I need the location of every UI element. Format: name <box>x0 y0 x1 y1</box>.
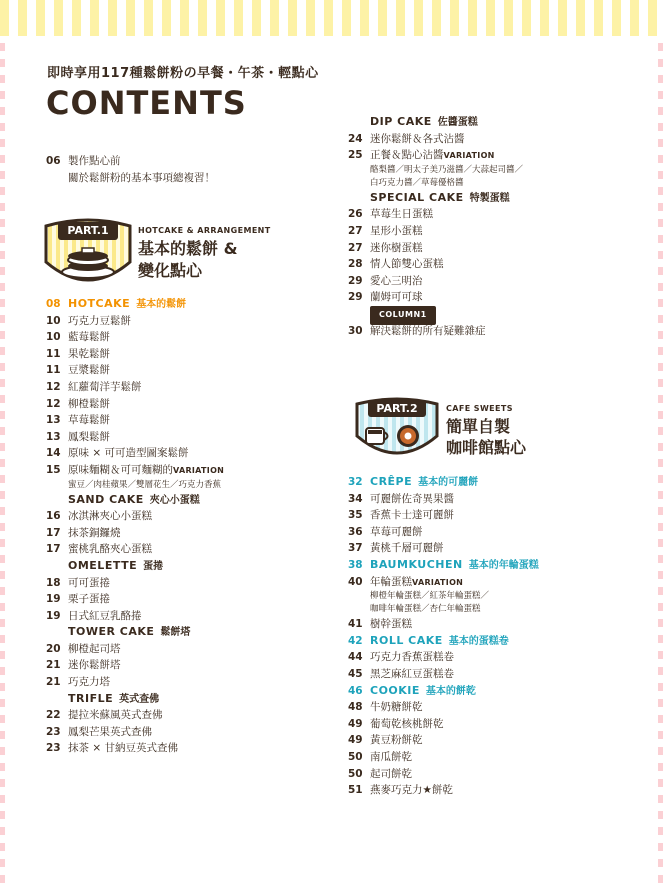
toc-entry <box>46 591 224 608</box>
entry-title: 巧克力塔 <box>68 676 110 689</box>
page-title: CONTENTS <box>46 84 247 122</box>
part1-chinese-title-line1: 基本的鬆餅 & <box>138 239 238 258</box>
toc-entry <box>348 256 523 273</box>
variation-note: 咖啡年輪蛋糕／杏仁年輪蛋糕 <box>370 604 481 615</box>
section-subheading: 夾心小蛋糕 <box>149 494 200 506</box>
entry-title: 葡萄乾核桃餅乾 <box>370 717 444 730</box>
entry-title: 星形小蛋糕 <box>370 224 423 237</box>
toc-entry <box>46 575 224 592</box>
toc-entry <box>46 541 224 558</box>
entry-title: 愛心三明治 <box>370 274 423 287</box>
toc-entry <box>348 699 539 716</box>
page-number: 12 <box>46 397 61 410</box>
toc-entry <box>348 131 523 148</box>
toc-entry <box>46 329 224 346</box>
section-baumkuchen <box>348 557 539 574</box>
section-heading: OMELETTE <box>68 558 138 572</box>
right-toc-column-top <box>348 114 523 339</box>
entry-title: 正餐＆點心沾醬 <box>370 149 444 162</box>
trifle-list <box>46 707 224 757</box>
toc-entry <box>46 608 224 625</box>
toc-entry <box>348 782 539 799</box>
variation-note: 蜜豆／肉桂蘋果／雙層花生／巧克力香蕉 <box>68 479 222 490</box>
toc-entry <box>348 524 539 541</box>
page-number: 30 <box>348 324 363 337</box>
page-number: 23 <box>46 742 61 755</box>
entry-title: 抹茶 × 甘納豆英式查佛 <box>68 742 178 755</box>
page-number: 11 <box>46 347 61 360</box>
page-number: 20 <box>46 642 61 655</box>
page-number: 22 <box>46 709 61 722</box>
variation-note: 白巧克力醬／草莓優格醬 <box>370 177 464 188</box>
column-badge: COLUMN1 <box>370 306 436 325</box>
section-subheading: 鬆餅塔 <box>160 627 191 639</box>
entry-title: 栗子蛋捲 <box>68 593 110 606</box>
page-number: 18 <box>46 576 61 589</box>
entry-title: 可麗餅佐奇異果醬 <box>370 492 454 505</box>
variation-note: 柳橙年輪蛋糕／紅茶年輪蛋糕／ <box>370 591 490 602</box>
entry-title: 樹幹蛋糕 <box>370 618 412 631</box>
toc-entry <box>348 289 523 306</box>
entry-title: 巧克力豆鬆餅 <box>68 314 131 327</box>
entry-title: 蘭姆可可球 <box>370 291 423 304</box>
page-number: 27 <box>348 241 363 254</box>
page-number: 19 <box>46 593 61 606</box>
variation-entry <box>46 462 224 479</box>
entry-subtitle: 關於鬆餅粉的基本事項總複習！ <box>68 172 215 184</box>
toc-entry <box>348 766 539 783</box>
page-number: 10 <box>46 314 61 327</box>
entry-title: 提拉米蘇風英式查佛 <box>68 709 163 722</box>
page-number: 27 <box>348 224 363 237</box>
toc-entry <box>348 540 539 557</box>
entry-title: 黑芝麻紅豆蛋糕卷 <box>370 667 454 680</box>
column-badge-row <box>348 306 523 323</box>
section-heading: SPECIAL CAKE <box>370 190 464 204</box>
left-stripe-border <box>0 36 5 883</box>
toc-entry <box>348 749 539 766</box>
page-number: 26 <box>348 208 363 221</box>
section-heading: DIP CAKE <box>370 115 432 128</box>
tower-cake-list <box>46 641 224 691</box>
section-sand-cake <box>46 492 224 509</box>
section-heading: ROLL CAKE <box>370 633 443 647</box>
page-number: 11 <box>46 364 61 377</box>
toc-entry <box>348 649 539 666</box>
page-number: 23 <box>46 725 61 738</box>
section-subheading: 基本的蛋糕卷 <box>448 635 509 647</box>
toc-entry <box>348 732 539 749</box>
part1-english-title: HOTCAKE & ARRANGEMENT <box>138 226 271 235</box>
section-subheading: 基本的年輪蛋糕 <box>468 559 539 571</box>
entry-title: 鳳梨鬆餅 <box>68 430 110 443</box>
page-number: 32 <box>348 476 363 488</box>
toc-entry <box>348 206 523 223</box>
entry-title: 冰淇淋夾心小蛋糕 <box>68 510 152 523</box>
page-number: 13 <box>46 430 61 443</box>
page-number: 10 <box>46 331 61 344</box>
toc-entry <box>46 707 224 724</box>
toc-entry <box>46 379 224 396</box>
section-heading: CRÊPE <box>370 475 413 488</box>
toc-entry <box>46 362 224 379</box>
section-cookie <box>348 683 539 700</box>
page-number: 16 <box>46 510 61 523</box>
toc-entry <box>46 641 224 658</box>
page-number: 17 <box>46 543 61 556</box>
toc-entry <box>348 223 523 240</box>
section-heading: SAND CAKE <box>68 492 144 506</box>
entry-title: 蜜桃乳酪夾心蛋糕 <box>68 543 152 556</box>
entry-title: 原味 × 可可造型圖案鬆餅 <box>68 447 189 460</box>
page-number: 29 <box>348 274 363 287</box>
entry-title: 製作點心前 <box>68 155 121 167</box>
variation-entry <box>348 147 523 164</box>
page-number: 50 <box>348 767 363 780</box>
entry-title: 鳳梨芒果英式查佛 <box>68 725 152 738</box>
variation-tag: VARIATION <box>412 577 464 587</box>
page-number: 51 <box>348 784 363 797</box>
page-number: 50 <box>348 750 363 763</box>
section-omelette <box>46 558 224 575</box>
toc-entry <box>348 616 539 633</box>
entry-title: 柳橙鬆餅 <box>68 397 110 410</box>
entry-title: 柳橙起司塔 <box>68 642 121 655</box>
left-toc-column <box>46 296 224 757</box>
entry-title: 牛奶糖餅乾 <box>370 701 423 714</box>
page-number: 49 <box>348 734 363 747</box>
toc-entry <box>46 525 224 542</box>
page-number: 49 <box>348 717 363 730</box>
entry-title: 起司餅乾 <box>370 767 412 780</box>
toc-entry <box>46 740 224 757</box>
section-heading: HOTCAKE <box>68 297 131 310</box>
top-stripe-border <box>0 0 663 36</box>
section-special-cake <box>348 190 523 207</box>
toc-entry <box>46 429 224 446</box>
page-number: 21 <box>46 659 61 672</box>
entry-title: 草莓可麗餅 <box>370 525 423 538</box>
entry-title: 南瓜餅乾 <box>370 750 412 763</box>
page-number: 41 <box>348 618 363 631</box>
entry-title: 巧克力香蕉蛋糕卷 <box>370 651 454 664</box>
page-number: 44 <box>348 651 363 664</box>
entry-title: 藍莓鬆餅 <box>68 331 110 344</box>
entry-title: 果乾鬆餅 <box>68 347 110 360</box>
entry-title: 黃豆粉餅乾 <box>370 734 423 747</box>
hotcake-list <box>46 313 224 462</box>
entry-title: 豆漿鬆餅 <box>68 364 110 377</box>
toc-entry <box>46 412 224 429</box>
section-subheading: 特製蛋糕 <box>469 192 510 204</box>
toc-entry <box>46 346 224 363</box>
toc-entry <box>348 507 539 524</box>
page-number: 48 <box>348 701 363 714</box>
toc-entry <box>46 313 224 330</box>
page-number: 21 <box>46 676 61 689</box>
variation-tag: VARIATION <box>173 465 225 475</box>
page-number: 42 <box>348 634 363 647</box>
cookie-list <box>348 699 539 799</box>
right-stripe-border <box>658 36 663 883</box>
toc-entry <box>348 716 539 733</box>
entry-title: 燕麥巧克力★餅乾 <box>370 784 453 797</box>
page-number: 28 <box>348 258 363 271</box>
page-number: 35 <box>348 509 363 522</box>
entry-title: 情人節雙心蛋糕 <box>370 258 444 271</box>
page-number: 15 <box>46 463 61 476</box>
toc-entry <box>46 445 224 462</box>
section-subheading: 蛋捲 <box>143 560 164 572</box>
page-number: 25 <box>348 149 363 162</box>
entry-title: 日式紅豆乳酪捲 <box>68 609 142 622</box>
page-number: 13 <box>46 414 61 427</box>
toc-entry <box>348 240 523 257</box>
omelette-list <box>46 575 224 625</box>
right-toc-column-bottom <box>348 474 539 799</box>
entry-title: 迷你鬆餅＆各式沾醬 <box>370 132 465 145</box>
toc-entry <box>46 396 224 413</box>
part2-chinese-title-line1: 簡單自製 <box>446 417 511 436</box>
entry-title: 解決鬆餅的所有疑難雜症 <box>370 324 486 337</box>
part2-english-title: CAFE SWEETS <box>446 404 513 413</box>
page-number: 08 <box>46 298 61 310</box>
section-heading: BAUMKUCHEN <box>370 557 463 571</box>
entry-title: 紅蘿蔔洋芋鬆餅 <box>68 380 142 393</box>
section-subheading: 基本的可麗餅 <box>418 477 479 488</box>
page-number: 06 <box>46 155 61 167</box>
page-number: 40 <box>348 575 363 588</box>
sand-cake-list <box>46 508 224 558</box>
page-number: 37 <box>348 542 363 555</box>
book-subtitle: 即時享用117種鬆餅粉の早餐・午茶・輕點心 <box>47 66 319 81</box>
entry-title: 草莓生日蛋糕 <box>370 208 433 221</box>
toc-entry <box>348 323 523 340</box>
part1-badge: PART.1 <box>67 224 109 237</box>
entry-title: 草莓鬆餅 <box>68 414 110 427</box>
toc-entry <box>46 657 224 674</box>
section-subheading: 佐醬蛋糕 <box>437 117 478 128</box>
intro-entry <box>46 153 215 187</box>
toc-entry <box>348 491 539 508</box>
page-number: 34 <box>348 492 363 505</box>
page-number: 38 <box>348 558 363 571</box>
section-subheading: 基本的鬆餅 <box>136 299 187 310</box>
part1-chinese-title-line2: 變化點心 <box>138 261 203 280</box>
section-crepe <box>348 474 539 491</box>
entry-title: 年輪蛋糕 <box>370 575 412 588</box>
part2-chinese-title-line2: 咖啡館點心 <box>446 438 527 457</box>
section-trifle <box>46 691 224 708</box>
page-number: 45 <box>348 667 363 680</box>
section-heading: TRIFLE <box>68 691 114 705</box>
variation-entry <box>348 574 539 591</box>
toc-entry <box>46 724 224 741</box>
section-subheading: 英式查佛 <box>119 693 160 705</box>
variation-note: 酪梨醬／明太子美乃滋醬／大蒜起司醬／ <box>370 164 524 175</box>
entry-title: 可可蛋捲 <box>68 576 110 589</box>
entry-title: 黃桃千層可麗餅 <box>370 542 444 555</box>
page-number: 17 <box>46 526 61 539</box>
entry-title: 迷你樹蛋糕 <box>370 241 423 254</box>
page-number: 19 <box>46 609 61 622</box>
page-number: 14 <box>46 447 61 460</box>
page-number: 29 <box>348 291 363 304</box>
toc-entry <box>46 674 224 691</box>
section-tower-cake <box>46 624 224 641</box>
toc-entry <box>46 508 224 525</box>
variation-tag: VARIATION <box>443 151 495 161</box>
section-dip-cake <box>348 114 523 131</box>
toc-entry <box>348 666 539 683</box>
part1-emblem <box>40 212 136 290</box>
roll-cake-list <box>348 649 539 682</box>
crepe-list <box>348 491 539 557</box>
section-heading: COOKIE <box>370 683 420 697</box>
entry-title: 香蕉卡士達可麗餅 <box>370 509 454 522</box>
section-roll-cake <box>348 633 539 650</box>
section-hotcake <box>46 296 224 313</box>
part2-emblem <box>352 392 442 462</box>
part2-badge: PART.2 <box>376 402 418 415</box>
page-number: 36 <box>348 525 363 538</box>
page-number: 46 <box>348 684 363 697</box>
page-number: 24 <box>348 132 363 145</box>
section-heading: TOWER CAKE <box>68 625 155 639</box>
entry-title: 原味麵糊＆可可麵糊的 <box>68 463 173 476</box>
entry-title: 抹茶銅鑼燒 <box>68 526 121 539</box>
page-number: 12 <box>46 380 61 393</box>
special-cake-list <box>348 206 523 306</box>
section-subheading: 基本的餅乾 <box>425 685 476 697</box>
toc-entry <box>348 273 523 290</box>
entry-title: 迷你鬆餅塔 <box>68 659 121 672</box>
